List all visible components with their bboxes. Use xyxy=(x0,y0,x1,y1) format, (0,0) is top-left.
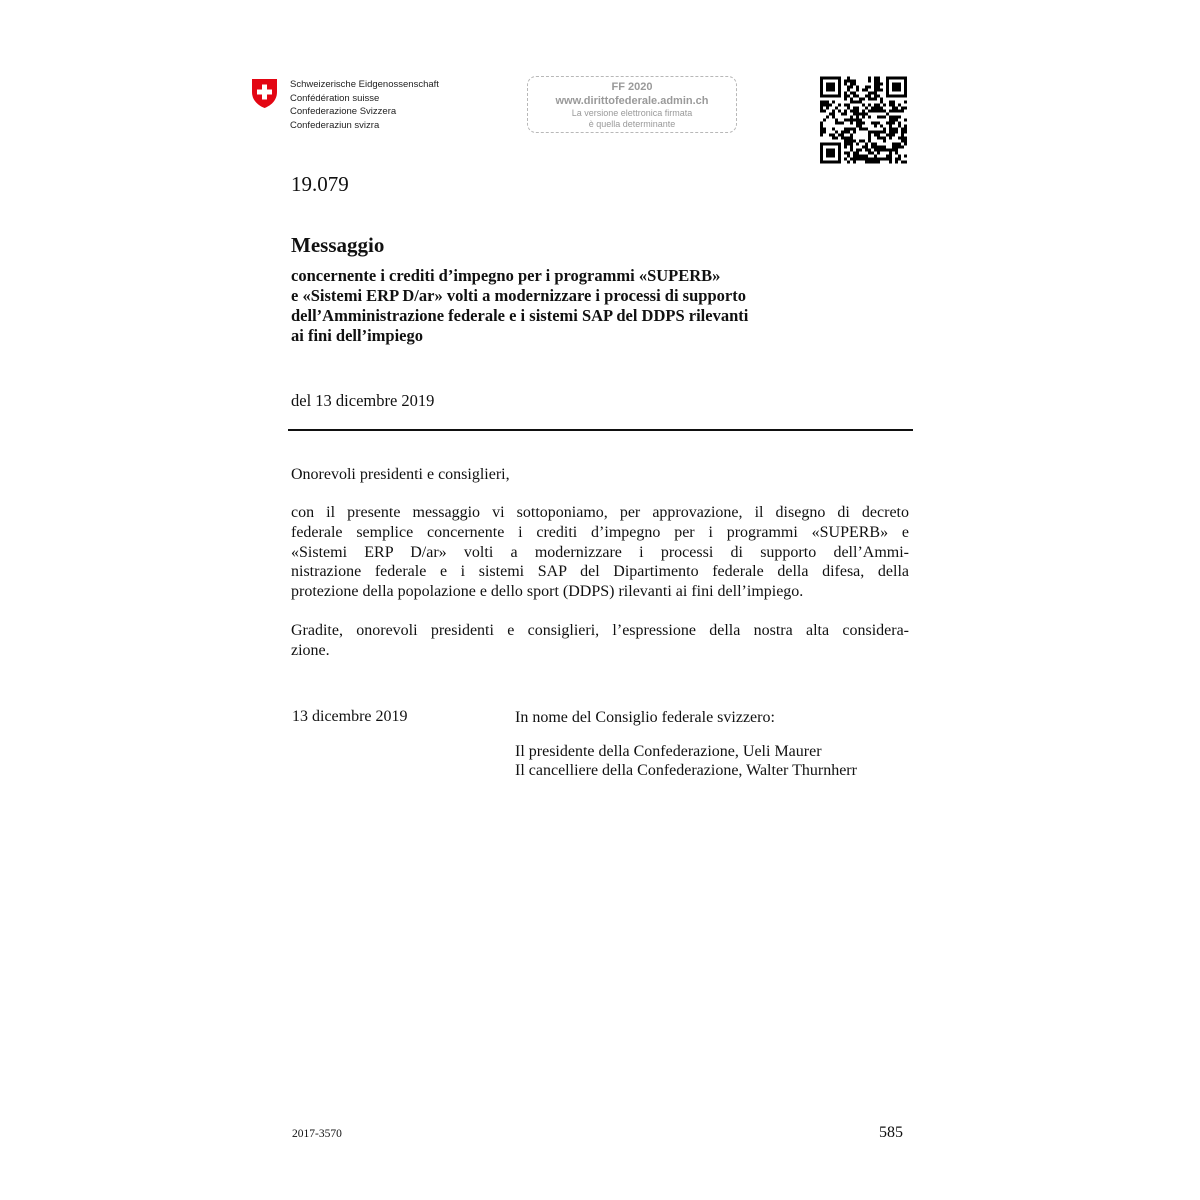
salutation: Onorevoli presidenti e consiglieri, xyxy=(291,466,510,483)
paragraph-line: «Sistemi ERP D/ar» volti a modernizzare i processi di supporto dell’Ammi- xyxy=(291,543,909,561)
electronic-version-stamp xyxy=(527,76,737,133)
document-date: del 13 dicembre 2019 xyxy=(291,391,435,410)
confederation-name-de: Schweizerische Eidgenossenschaft xyxy=(290,79,439,90)
paragraph-line: Gradite, onorevoli presidenti e consiglieri, l’espressione della nostra alta considera- xyxy=(291,622,909,639)
signature-on-behalf: In nome del Consiglio federale svizzero: xyxy=(515,709,775,726)
divider xyxy=(288,429,913,431)
page-number: 585 xyxy=(879,1124,903,1141)
confederation-name-rm: Confederaziun svizra xyxy=(290,119,380,131)
body-paragraph-1 xyxy=(291,503,909,602)
subtitle-line: dell’Amministrazione federale e i sistemi SAP del DDPS rilevanti xyxy=(291,306,749,325)
document-subtitle xyxy=(291,266,891,346)
paragraph-line: nistrazione federale e i sistemi SAP del Dipartimento federale della difesa, della xyxy=(291,563,909,581)
footer-document-code: 2017-3570 xyxy=(292,1128,342,1140)
confederation-name-fr: Confédération suisse xyxy=(290,92,380,104)
paragraph-line: con il presente messaggio vi sottoponiamo, per approvazione, il disegno di decreto xyxy=(291,504,909,521)
paragraph-line: protezione della popolazione e dello sport (DDPS) rilevanti ai fini dell’impiego. xyxy=(291,583,804,601)
stamp-note-line2: è quella determinante xyxy=(588,119,676,129)
page-title: Messaggio xyxy=(291,233,385,257)
confederation-name-it: Confederazione Svizzera xyxy=(290,106,397,117)
signature-chancellor: Il cancelliere della Confederazione, Walter Thurnherr xyxy=(515,762,857,779)
signature-block xyxy=(515,708,857,781)
signature-president: Il presidente della Confederazione, Ueli Maurer xyxy=(515,742,822,760)
document-number: 19.079 xyxy=(291,172,349,196)
body-paragraph-2 xyxy=(291,621,909,661)
subtitle-line: e «Sistemi ERP D/ar» volti a modernizzare i processi di supporto xyxy=(291,286,746,305)
signature-date: 13 dicembre 2019 xyxy=(292,708,408,725)
stamp-note-line1: La versione elettronica firmata xyxy=(571,108,693,118)
paragraph-line: federale semplice concernente i crediti d’impegno per i programmi «SUPERB» e xyxy=(291,523,909,541)
qr-code-icon xyxy=(820,76,907,164)
swiss-cross-icon xyxy=(251,78,278,109)
stamp-ff-reference: FF 2020 xyxy=(611,81,653,93)
subtitle-line: ai fini dell’impiego xyxy=(291,326,423,345)
confederation-names xyxy=(290,78,439,132)
paragraph-line: zione. xyxy=(291,641,330,659)
subtitle-line: concernente i crediti d’impegno per i programmi «SUPERB» xyxy=(291,266,721,285)
stamp-website: www.dirittofederale.admin.ch xyxy=(555,95,709,107)
